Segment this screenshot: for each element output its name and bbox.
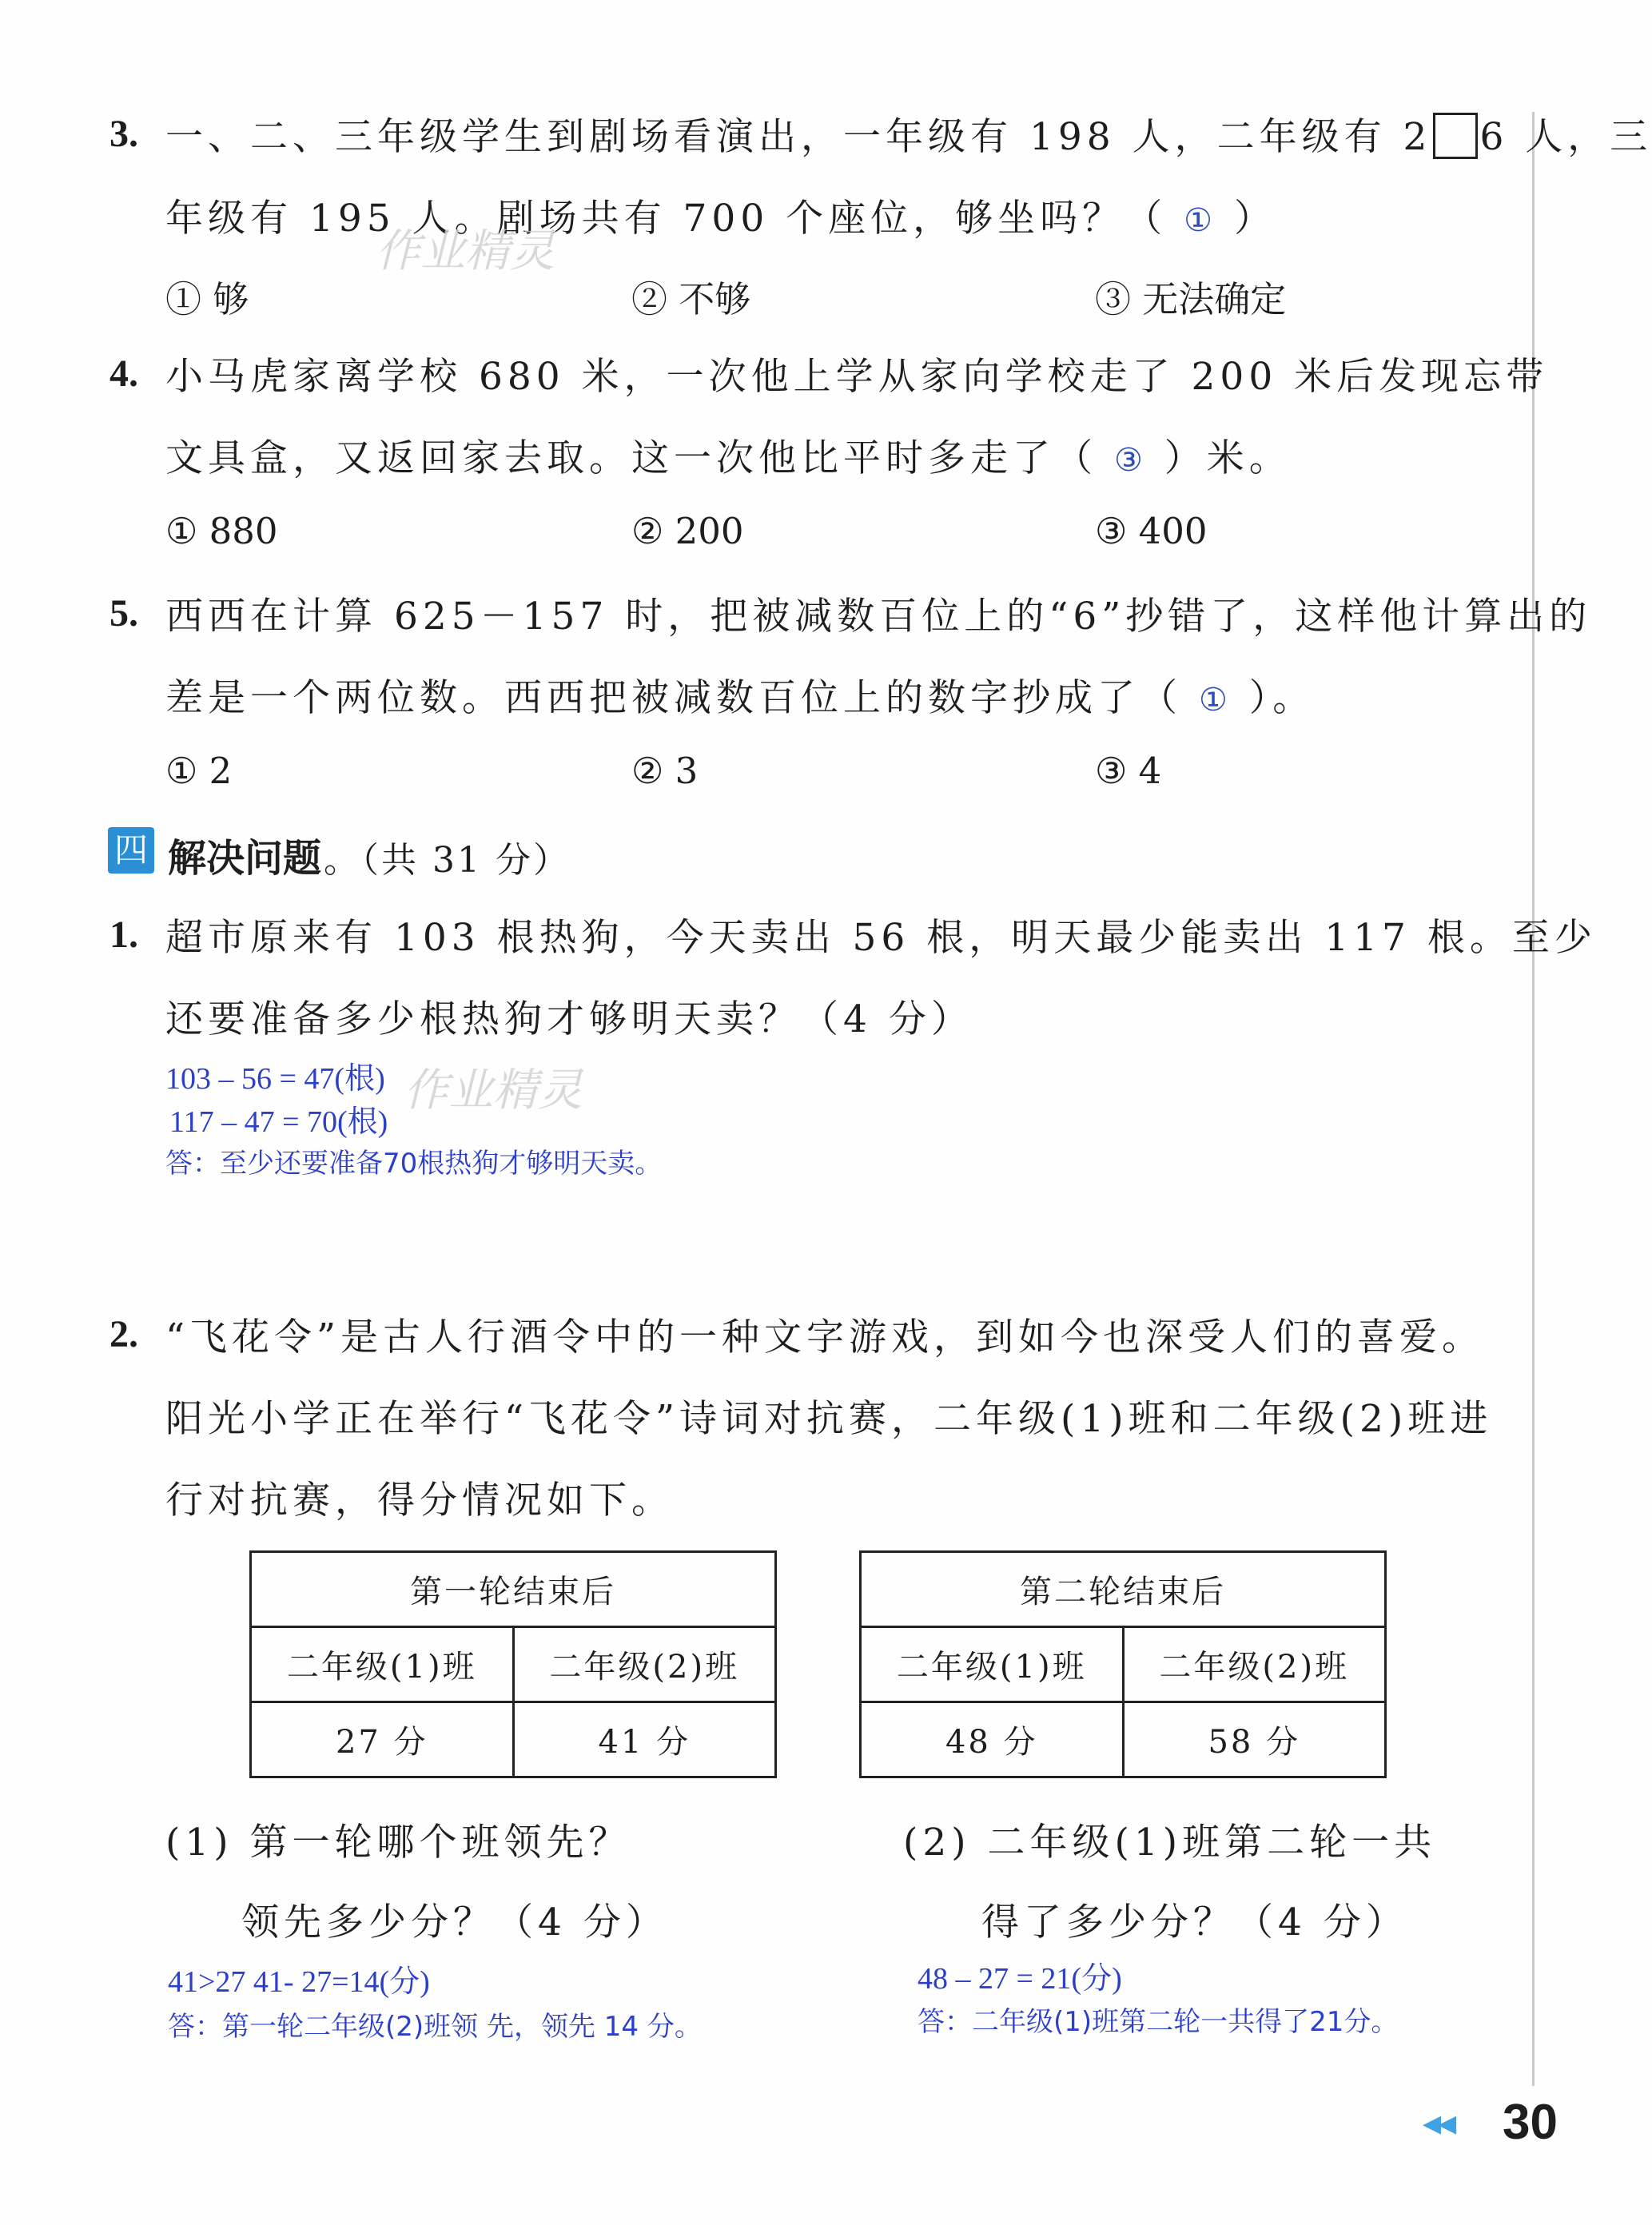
question-5-option-2: ② 3 [631, 750, 699, 792]
sub-question-1-answer: 答：第一轮二年级(2)班领 先，领先 14 分。 [168, 2011, 702, 2043]
question-3-text-d: ） [1233, 197, 1276, 241]
problem-2-number: 2. [109, 1313, 138, 1355]
table-header: 二年级(2)班 [513, 1627, 776, 1702]
sub-question-1-work: 41>27 41- 27=14(分) [168, 1965, 430, 1999]
page-nav-arrow-icon[interactable]: ◀◀ [1423, 2110, 1454, 2138]
section-4-subtitle: 。（共 31 分） [324, 840, 571, 881]
page-edge-rule [1532, 112, 1535, 2086]
table-header: 二年级(1)班 [251, 1627, 514, 1702]
problem-2-line-2: 阳光小学正在举行“飞花令”诗词对抗赛，二年级(1)班和二年级(2)班进 [165, 1397, 1493, 1441]
watermark-2: 作业精灵 [404, 1065, 583, 1116]
table-cell: 48 分 [861, 1702, 1124, 1777]
table-header: 二年级(2)班 [1123, 1627, 1386, 1702]
question-5-answer: ① [1198, 683, 1232, 718]
question-4-option-2: ② 200 [631, 510, 744, 552]
question-4-line-2 [165, 428, 1292, 482]
question-3-answer: ① [1184, 203, 1217, 238]
question-5-line-2 [165, 668, 1315, 722]
question-5-line-1: 西西在计算 625－157 时，把被减数百位上的“6”抄错了，这样他计算出的 [165, 595, 1592, 639]
watermark-1: 作业精灵 [376, 225, 555, 277]
question-5-text-a: 差是一个两位数。西西把被减数百位上的数字抄成了（ [165, 676, 1182, 720]
problem-1-answer: 答：至少还要准备70根热狗才够明天卖。 [165, 1148, 663, 1180]
question-4-number: 4. [109, 352, 138, 395]
question-3-option-1: ① 够 [165, 278, 249, 320]
question-5-number: 5. [109, 592, 138, 635]
question-3-text-a: 一、二、三年级学生到剧场看演出，一年级有 198 人，二年级有 2 [165, 115, 1432, 159]
sub-question-2-work: 48 – 27 = 21(分) [918, 1962, 1122, 1996]
problem-2-line-1: “飞花令”是古人行酒令中的一种文字游戏，到如今也深受人们的喜爱。 [165, 1315, 1485, 1359]
table-header: 二年级(1)班 [861, 1627, 1124, 1702]
round-1-score-table [249, 1550, 777, 1778]
table-title: 第二轮结束后 [861, 1552, 1386, 1627]
table-cell: 27 分 [251, 1702, 514, 1777]
table-cell: 41 分 [513, 1702, 776, 1777]
question-3-text-b: 6 人，三 [1479, 115, 1652, 159]
answer-blank-box[interactable] [1433, 113, 1478, 159]
question-3-line-2 [165, 189, 1276, 242]
question-3-option-3: ③ 无法确定 [1095, 278, 1287, 320]
question-4-text-b: ）米。 [1164, 436, 1292, 480]
problem-1-work-2: 117 – 47 = 70(根) [169, 1105, 388, 1139]
page-number: 30 [1503, 2095, 1558, 2150]
question-5-option-1: ① 2 [165, 750, 233, 792]
problem-1-work-1: 103 – 56 = 47(根) [165, 1062, 385, 1096]
problem-1-number: 1. [109, 913, 138, 956]
problem-1-line-2: 还要准备多少根热狗才够明天卖？（4 分） [165, 997, 973, 1041]
question-3-line-1 [165, 107, 1652, 161]
question-4-answer: ③ [1113, 443, 1148, 478]
sub-question-1-line-2: 领先多少分？（4 分） [241, 1901, 668, 1944]
section-4-badge: 四 [108, 827, 154, 874]
question-5-option-3: ③ 4 [1095, 750, 1162, 792]
problem-1-line-1: 超市原来有 103 根热狗，今天卖出 56 根，明天最少能卖出 117 根。至少 [165, 916, 1597, 960]
round-2-score-table [859, 1550, 1387, 1778]
table-cell: 58 分 [1123, 1702, 1386, 1777]
question-4-line-1: 小马虎家离学校 680 米，一次他上学从家向学校走了 200 米后发现忘带 [165, 355, 1549, 399]
section-4-title: 解决问题 [168, 836, 322, 881]
table-title: 第一轮结束后 [251, 1552, 776, 1627]
question-4-option-3: ③ 400 [1095, 510, 1208, 552]
question-3-text-c: 年级有 195 人。剧场共有 700 个座位，够坐吗？（ [165, 197, 1168, 241]
question-3-option-2: ② 不够 [631, 278, 751, 320]
problem-2-line-3: 行对抗赛，得分情况如下。 [165, 1479, 674, 1522]
sub-question-2-line-1: (2) 二年级(1)班第二轮一共 [903, 1821, 1437, 1865]
question-3-number: 3. [109, 113, 138, 155]
sub-question-1-line-1: (1) 第一轮哪个班领先？ [165, 1821, 631, 1865]
question-4-option-1: ① 880 [165, 510, 278, 552]
question-4-text-a: 文具盒，又返回家去取。这一次他比平时多走了（ [165, 436, 1097, 480]
sub-question-2-line-2: 得了多少分？（4 分） [981, 1901, 1408, 1944]
question-5-text-b: ）。 [1248, 676, 1316, 720]
sub-question-2-answer: 答：二年级(1)班第二轮一共得了21分。 [918, 2006, 1399, 2038]
